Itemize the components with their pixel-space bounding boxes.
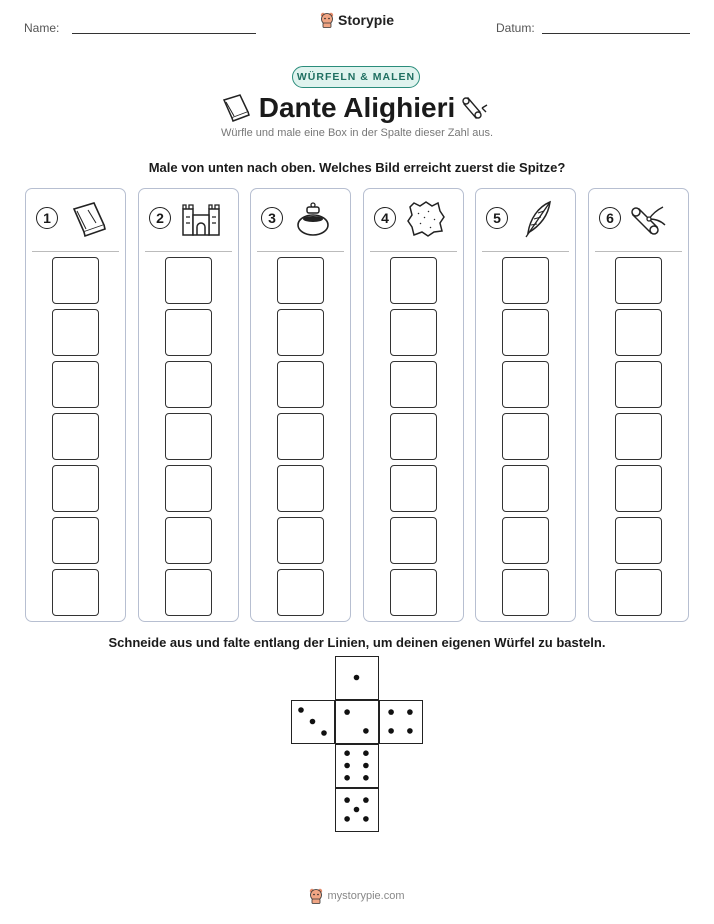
- dice-column-4: [363, 188, 464, 622]
- dice-face-5: [335, 788, 379, 832]
- color-box[interactable]: [502, 517, 549, 564]
- column-number: 6: [599, 207, 621, 229]
- dice-column-3: [250, 188, 351, 622]
- color-box[interactable]: [277, 465, 324, 512]
- color-box[interactable]: [390, 361, 437, 408]
- dice-face-1: [335, 656, 379, 700]
- dice-pip: [354, 807, 360, 813]
- color-box[interactable]: [615, 413, 662, 460]
- dice-pip: [354, 675, 360, 681]
- column-divider: [370, 251, 457, 252]
- color-box[interactable]: [52, 569, 99, 616]
- column-number: 2: [149, 207, 171, 229]
- color-box[interactable]: [165, 465, 212, 512]
- dice-column-2: [138, 188, 239, 622]
- dice-pip: [388, 709, 394, 715]
- color-box[interactable]: [502, 309, 549, 356]
- dice-pip: [363, 728, 369, 734]
- color-box[interactable]: [390, 413, 437, 460]
- dice-pip: [363, 750, 369, 756]
- color-box[interactable]: [165, 413, 212, 460]
- color-box[interactable]: [502, 361, 549, 408]
- color-box[interactable]: [502, 569, 549, 616]
- brand-name: Storypie: [337, 12, 394, 28]
- color-box[interactable]: [502, 257, 549, 304]
- column-number: 1: [36, 207, 58, 229]
- column-number: 5: [486, 207, 508, 229]
- date-label: Datum:: [496, 21, 535, 35]
- dice-pip: [407, 709, 413, 715]
- bear-icon: [309, 888, 323, 904]
- color-box[interactable]: [52, 413, 99, 460]
- color-box[interactable]: [52, 309, 99, 356]
- quill-icon: [516, 199, 560, 239]
- dice-face-2: [335, 700, 379, 744]
- dice-column-6: [588, 188, 689, 622]
- color-box[interactable]: [390, 569, 437, 616]
- dice-pip: [363, 775, 369, 781]
- cut-instruction: Schneide aus und falte entlang der Linien, um deinen eigenen Würfel zu basteln.: [108, 635, 606, 650]
- footer-url: mystorypie.com: [327, 890, 405, 902]
- color-box[interactable]: [390, 465, 437, 512]
- color-box[interactable]: [390, 257, 437, 304]
- date-line[interactable]: [542, 33, 690, 34]
- color-box[interactable]: [52, 361, 99, 408]
- parchment-icon: [404, 199, 448, 239]
- bear-icon: [320, 12, 334, 28]
- dice-pip: [407, 728, 413, 734]
- dice-face-6: [335, 744, 379, 788]
- color-box[interactable]: [277, 569, 324, 616]
- dice-pip: [344, 709, 350, 715]
- name-label: Name:: [24, 21, 60, 35]
- dice-pip: [363, 797, 369, 803]
- column-number: 4: [374, 207, 396, 229]
- dice-pip: [363, 763, 369, 769]
- dice-pip: [344, 750, 350, 756]
- color-box[interactable]: [615, 309, 662, 356]
- color-box[interactable]: [615, 257, 662, 304]
- color-box[interactable]: [165, 569, 212, 616]
- dice-pip: [344, 775, 350, 781]
- column-divider: [482, 251, 569, 252]
- color-box[interactable]: [52, 257, 99, 304]
- color-box[interactable]: [165, 257, 212, 304]
- color-box[interactable]: [165, 361, 212, 408]
- castle-icon: [179, 199, 223, 239]
- color-box[interactable]: [277, 309, 324, 356]
- dice-pip: [388, 728, 394, 734]
- color-box[interactable]: [277, 517, 324, 564]
- activity-badge: WÜRFELN & MALEN: [292, 66, 420, 88]
- brand-logo: [0, 12, 714, 28]
- dice-column-1: [25, 188, 126, 622]
- page-subtitle: Würfle und male eine Box in der Spalte dieser Zahl aus.: [220, 127, 494, 139]
- color-box[interactable]: [615, 569, 662, 616]
- dice-pip: [344, 797, 350, 803]
- color-box[interactable]: [615, 517, 662, 564]
- dice-pip: [321, 730, 327, 736]
- scroll-icon: [629, 199, 673, 239]
- footer: [0, 888, 714, 904]
- dice-pip: [344, 763, 350, 769]
- dice-face-4: [379, 700, 423, 744]
- dice-pip: [363, 816, 369, 822]
- color-box[interactable]: [277, 413, 324, 460]
- color-box[interactable]: [390, 309, 437, 356]
- color-box[interactable]: [502, 413, 549, 460]
- name-line[interactable]: [72, 33, 256, 34]
- column-divider: [595, 251, 682, 252]
- color-box[interactable]: [390, 517, 437, 564]
- inkwell-icon: [291, 199, 335, 239]
- page-title: Dante Alighieri: [258, 92, 456, 123]
- color-box[interactable]: [615, 465, 662, 512]
- dice-pip: [344, 816, 350, 822]
- color-box[interactable]: [52, 465, 99, 512]
- color-box[interactable]: [165, 517, 212, 564]
- color-box[interactable]: [277, 361, 324, 408]
- book-icon: [66, 199, 110, 239]
- dice-face-3: [291, 700, 335, 744]
- coloring-instruction: Male von unten nach oben. Welches Bild erreicht zuerst die Spitze?: [148, 160, 566, 175]
- color-box[interactable]: [52, 517, 99, 564]
- column-divider: [32, 251, 119, 252]
- scroll-icon: [460, 92, 492, 124]
- column-divider: [145, 251, 232, 252]
- column-number: 3: [261, 207, 283, 229]
- color-box[interactable]: [277, 257, 324, 304]
- dice-pip: [298, 707, 304, 713]
- dice-column-5: [475, 188, 576, 622]
- color-box[interactable]: [165, 309, 212, 356]
- dice-pip: [310, 719, 316, 725]
- color-box[interactable]: [615, 361, 662, 408]
- color-box[interactable]: [502, 465, 549, 512]
- column-divider: [257, 251, 344, 252]
